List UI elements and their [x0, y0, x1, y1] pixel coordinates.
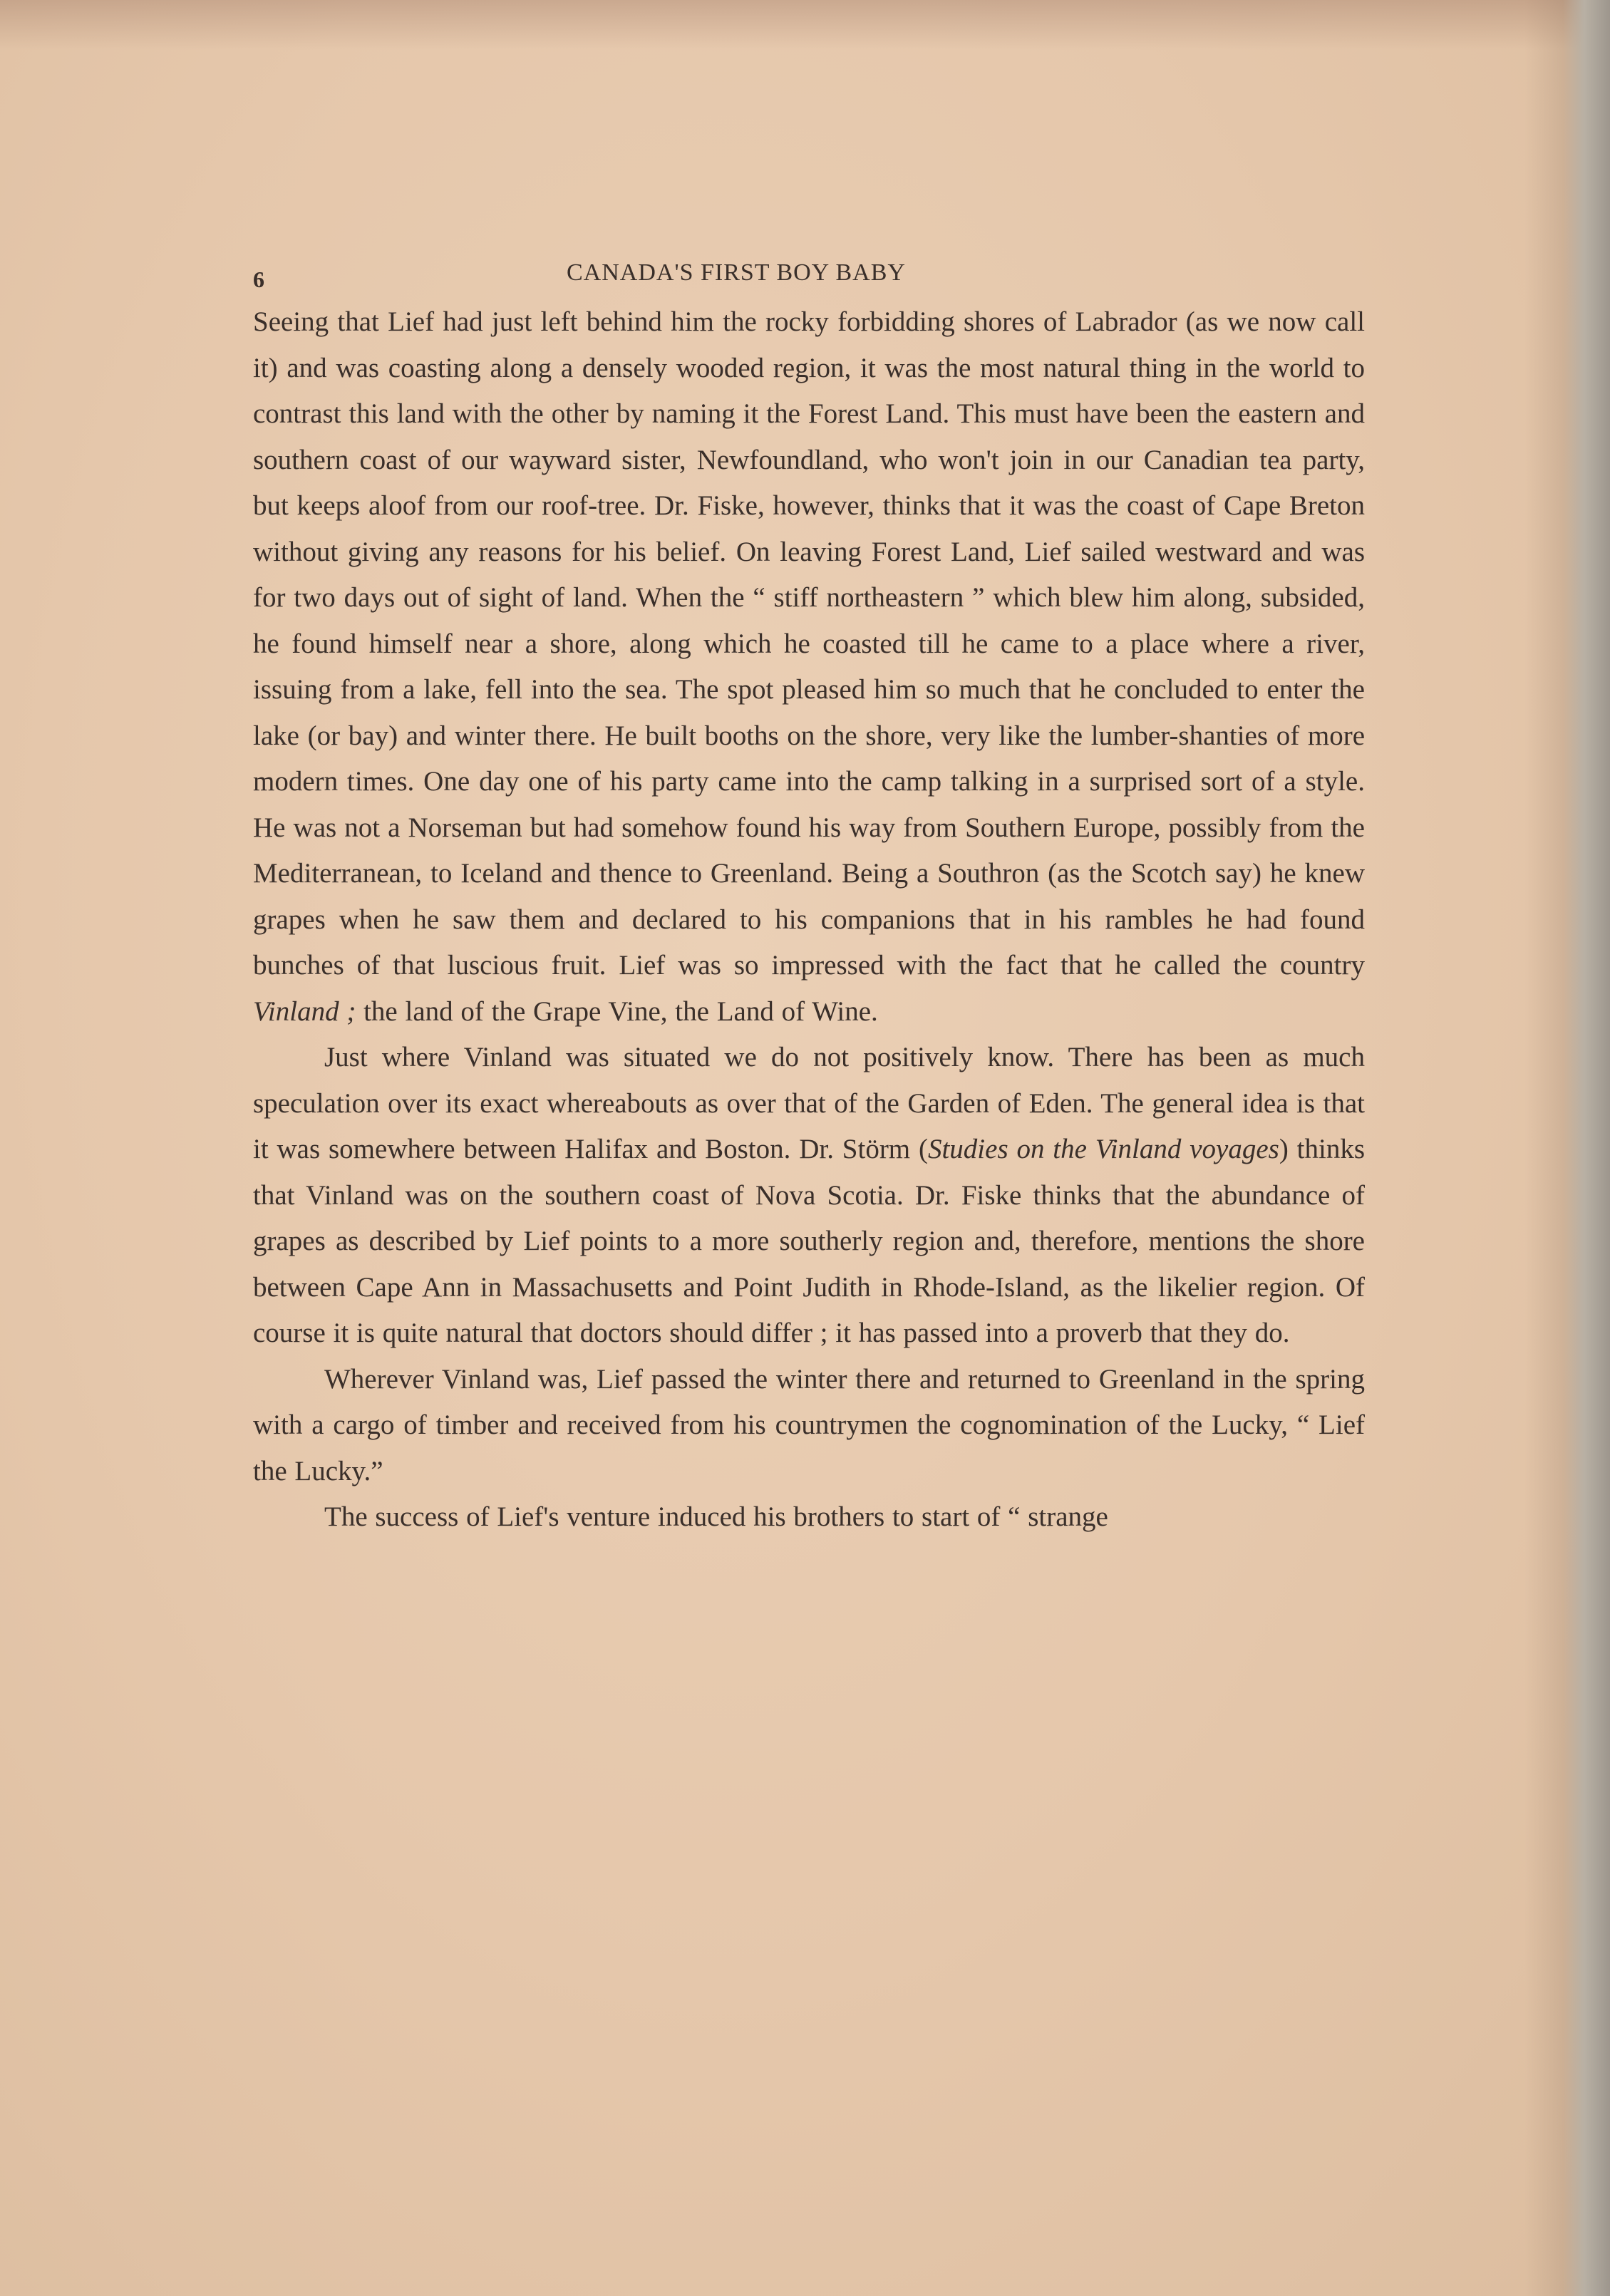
paragraph-3: [253, 1357, 1365, 1495]
text-segment: the land of the Grape Vine, the Land of Wine.: [356, 996, 878, 1027]
scan-top-shadow: [0, 0, 1610, 50]
text-segment: Seeing that Lief had just left behind him the rocky forbidding shores of Labrador (as we now call it) and was coasting along a densely wooded region, it was the most natural thing in the world to contrast this land with the other by naming it the Forest Land. This must have been the eastern and southern coast of our wayward sister, Newfoundland, who won't join in our Canadian tea party, but keeps aloof from our roof-tree. Dr. Fiske, however, thinks that it was the coast of Cape Breton without giving any reasons for his belief. On leaving Forest Land, Lief sailed westward and was for two days out of sight of land. When the “ stiff northeastern ” which blew him along, subsided, he found himself near a shore, along which he coasted till he came to a place where a river, issuing from a lake, fell into the sea. The spot pleased him so much that he concluded to enter the lake (or bay) and winter there. He built booths on the shore, very like the lumber-shanties of more modern times. One day one of his party came into the camp talking in a surprised sort of a style. He was not a Norseman but had somehow found his way from Southern Europe, possibly from the Mediterranean, to Iceland and thence to Greenland. Being a Southron (as the Scotch say) he knew grapes when he saw them and declared to his companions that in his rambles he had found bunches of that luscious fruit. Lief was so impressed with the fact that he called the country: [253, 306, 1365, 981]
page-number: 6: [253, 267, 265, 292]
text-segment: Wherever Vinland was, Lief passed the winter there and returned to Greenland in the spring with a cargo of timber and received from his countrymen the cognomination of the Lucky, “ Lief the Lucky.”: [253, 1363, 1365, 1486]
running-title: CANADA'S FIRST BOY BABY: [567, 259, 906, 286]
running-head: [253, 257, 1365, 292]
italic-vinland: Vinland ;: [253, 996, 356, 1027]
text-segment: Just where Vinland was situated we do not positively know. There has been as much speculation over its exact whereabouts as over that of the Garden of Eden. The general idea is that it was somewhere between Halifax and Boston. Dr. Störm (: [253, 1042, 1365, 1164]
text-segment: The success of Lief's venture induced his brothers to start of “ strange: [324, 1501, 1108, 1532]
book-page: [253, 257, 1365, 1541]
scan-right-edge: [1524, 0, 1610, 2296]
paragraph-1: [253, 299, 1365, 1035]
paragraph-4: [253, 1494, 1365, 1541]
italic-book-title: Studies on the Vinland voyages: [927, 1134, 1279, 1164]
paragraph-2: [253, 1035, 1365, 1357]
text-segment: ) thinks that Vinland was on the southern coast of Nova Scotia. Dr. Fiske thinks that the abundance of grapes as described by Lief points to a more southerly region and, therefore, mentions the shore between Cape Ann in Massachusetts and Point Judith in Rhode-Island, as the likelier region. Of course it is quite natural that doctors should differ ; it has passed into a proverb that they do.: [253, 1134, 1365, 1348]
